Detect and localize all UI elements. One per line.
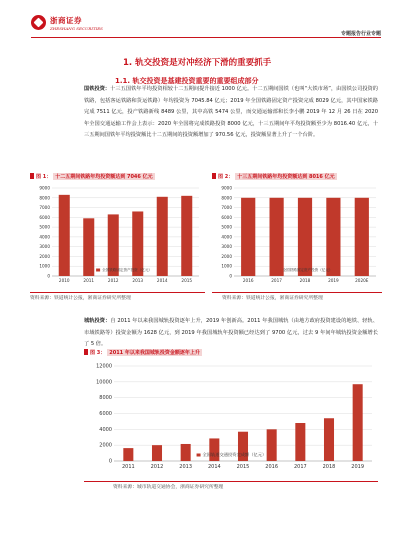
y-tick-label: 4000 <box>221 234 232 240</box>
bar <box>355 198 369 276</box>
y-tick-label: 2000 <box>221 253 232 259</box>
chart-1 <box>30 172 205 292</box>
x-tick-label: 2016 <box>242 278 254 284</box>
chart-2-rule <box>212 292 382 293</box>
bar <box>132 211 143 276</box>
bar <box>83 218 94 276</box>
page-header <box>0 0 411 40</box>
y-tick-label: 3000 <box>221 244 232 250</box>
bar <box>108 214 119 276</box>
bar <box>59 195 70 276</box>
y-tick-label: 2000 <box>39 253 50 259</box>
x-tick-label: 2015 <box>236 464 250 470</box>
bar <box>181 444 191 461</box>
report-type: 专题报告行业专题 <box>340 31 381 37</box>
y-tick-label: 4000 <box>39 234 50 240</box>
bar <box>241 198 255 276</box>
paragraph-rail-investment <box>84 84 378 142</box>
chart-2-svg <box>212 182 382 294</box>
chart-3-title <box>84 348 202 356</box>
legend-swatch <box>96 269 100 272</box>
y-tick-label: 12000 <box>96 363 112 370</box>
paragraph-lead: 城轨投资： <box>84 318 111 324</box>
paragraph-text: 十三五国铁年平均投资相较十二五期间提升接近 1000 亿元。十二五期间国铁（也叫“大铁市场”，由国铁公司投资的铁路，包括客运铁路和货运铁路）年均投资为 7045.84 亿元；2019 年全国铁路固定资产投资完成 8029 亿元，其中国家铁路完成 7511 亿元，投产铁路新线 8489 公里，其中高铁 5474 公里，而交通运输部和长李小鹏 2019 年 12 月 26 日在 2020 年全国交通运输工作会上表示：2020 年全国将完成铁路投资 8000 亿元，十三五期间年平均投资额至少为 8016.40 亿元，十三五期间国铁年平均投资额比十二五期间的投资额增加了 970.56 亿元，投资额显著上升了一个台阶。 <box>84 86 378 138</box>
x-tick-label: 2016 <box>265 464 279 470</box>
logo-text: 浙商证券 <box>50 16 82 25</box>
chart-3-rule <box>84 481 378 482</box>
legend <box>197 451 267 458</box>
logo-icon <box>31 15 46 30</box>
chart-number: 图 1： <box>36 173 52 180</box>
y-tick-label: 8000 <box>39 195 50 201</box>
chart-3-source: 资料来源：城市轨道交通协会，浙商证券研究所整理 <box>113 485 224 490</box>
chart-2-source: 资料来源：铁道统计公报，浙商证券研究所整理 <box>222 296 323 301</box>
x-tick-label: 2013 <box>132 278 144 284</box>
y-tick-label: 7000 <box>39 205 50 211</box>
chart-title-text: 2011 年以来我国城轨投资金额逐年上升 <box>109 349 200 356</box>
legend <box>277 267 333 272</box>
title-tag <box>212 173 216 179</box>
x-tick-label: 2011 <box>83 278 95 284</box>
title-tag <box>84 349 88 355</box>
x-tick-label: 2014 <box>207 464 221 470</box>
y-tick-label: 10000 <box>96 379 112 386</box>
chart-1-source: 资料来源：铁道统计公报，浙商证券研究所整理 <box>30 296 131 301</box>
legend-swatch <box>197 454 201 457</box>
x-tick-label: 2014 <box>156 278 168 284</box>
paragraph-text: 自 2011 年以来我国城轨投资逐年上升，2019 年创新高。2011 年我国城轨（由地方政府投资建设的地铁、轻轨、市域铁路等）投资金额为 1628 亿元，到 2019 年我国城轨年投资额已经达到了 9700 亿元，过去 9 年间年城轨投资金额增长了 5 倍。 <box>84 318 378 347</box>
chart-title-text: 十二五期间铁路年均投资额达到 7046 亿元 <box>55 173 153 180</box>
legend-label: 全国铁路固定资产投资（亿元） <box>102 268 152 272</box>
chart-1-svg <box>30 182 205 294</box>
y-tick-label: 6000 <box>99 411 112 417</box>
bar <box>267 429 277 461</box>
subsection-title: 1.1. 轨交投资是基建投资重要的重要组成部分 <box>115 77 259 85</box>
paragraph-urban-rail <box>84 316 378 351</box>
chart-3-svg <box>84 358 378 483</box>
y-tick-label: 2000 <box>99 442 112 449</box>
bar <box>295 423 305 461</box>
x-tick-label: 2012 <box>150 464 164 470</box>
chart-1-title <box>30 172 155 180</box>
y-tick-label: 8000 <box>221 195 232 201</box>
chart-number: 图 3： <box>90 349 106 356</box>
chart-1-rule <box>30 292 205 293</box>
y-tick-label: 6000 <box>221 214 232 220</box>
legend-swatch <box>277 269 281 272</box>
bar <box>181 196 192 276</box>
title-tag <box>30 173 34 179</box>
bar <box>157 197 168 276</box>
x-tick-label: 2010 <box>58 278 70 284</box>
chart-number: 图 2： <box>218 173 234 180</box>
section-title: 1. 轨交投资是对冲经济下滑的重要抓手 <box>123 58 272 68</box>
y-tick-label: 7000 <box>221 205 232 211</box>
x-tick-label: 2017 <box>271 278 282 284</box>
y-tick-label: 5000 <box>221 224 232 230</box>
legend-label: 全国轨道交通投资完成额（亿元） <box>202 453 267 458</box>
paragraph-lead: 国铁投资： <box>84 86 111 92</box>
chart-2-title <box>212 172 337 180</box>
chart-3 <box>84 348 378 483</box>
bar <box>123 448 133 461</box>
x-tick-label: 2013 <box>179 464 193 470</box>
x-tick-label: 2015 <box>181 278 193 284</box>
bar <box>324 418 334 461</box>
y-tick-label: 4000 <box>99 426 112 433</box>
y-tick-label: 9000 <box>39 185 50 191</box>
bar <box>326 198 340 276</box>
legend <box>96 267 152 272</box>
x-tick-label: 2011 <box>121 464 135 470</box>
x-tick-label: 2018 <box>299 278 311 284</box>
x-tick-label: 2019 <box>351 464 365 470</box>
bar <box>152 445 162 461</box>
y-tick-label: 8000 <box>99 395 112 402</box>
y-tick-label: 0 <box>108 458 112 465</box>
header-divider <box>31 37 381 38</box>
bar <box>353 384 363 461</box>
y-tick-label: 0 <box>47 273 50 279</box>
x-tick-label: 2012 <box>107 278 119 284</box>
x-tick-label: 2018 <box>322 464 336 470</box>
y-tick-label: 1000 <box>39 263 50 269</box>
y-tick-label: 0 <box>229 273 232 279</box>
y-tick-label: 9000 <box>221 185 232 191</box>
y-tick-label: 1000 <box>221 263 232 269</box>
x-tick-label: 2017 <box>293 464 307 470</box>
y-tick-label: 3000 <box>39 244 50 250</box>
x-tick-label: 2019 <box>328 278 339 284</box>
legend-label: 全国铁路固定资产投资（亿元） <box>282 268 333 272</box>
bar <box>270 198 284 276</box>
chart-2 <box>212 172 382 292</box>
x-tick-label: 2020E <box>355 278 369 284</box>
y-tick-label: 6000 <box>39 214 50 220</box>
chart-title-text: 十三五期间铁路年均投资额达到 8016 亿元 <box>237 173 335 180</box>
logo-subtext: ZHESHANG SECURITIES <box>50 26 103 31</box>
bar <box>298 198 312 276</box>
y-tick-label: 5000 <box>39 224 50 230</box>
